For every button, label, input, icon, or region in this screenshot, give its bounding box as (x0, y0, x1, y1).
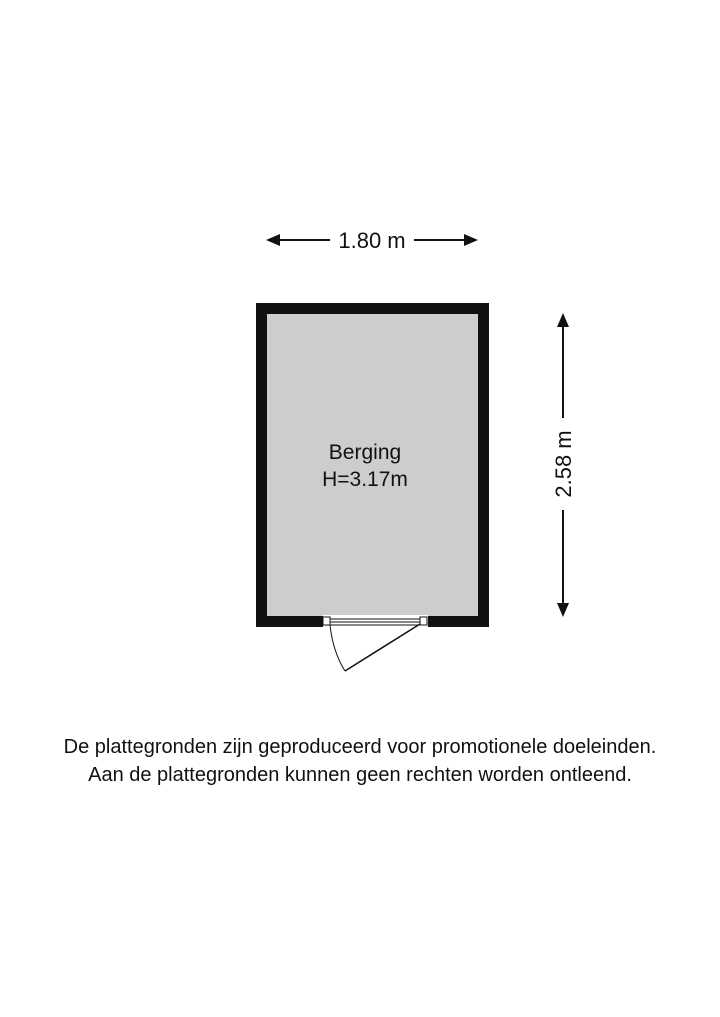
room-floor (267, 314, 478, 616)
disclaimer-line-1: De plattegronden zijn geproduceerd voor promotionele doeleinden. (63, 736, 657, 758)
door-swing-arc (330, 625, 345, 671)
depth-dimension-label: 2.58 m (551, 430, 576, 498)
width-dimension (266, 228, 478, 253)
door-frame-right (420, 617, 427, 625)
disclaimer (0, 733, 720, 789)
arrow-right-icon (464, 234, 478, 246)
room-height: H=3.17m (322, 468, 408, 491)
door-leaf (345, 624, 420, 671)
room-name: Berging (328, 441, 402, 464)
disclaimer-line-2: Aan de plattegronden kunnen geen rechten worden ontleend. (88, 764, 632, 786)
depth-dimension (551, 313, 576, 617)
arrow-down-icon (557, 603, 569, 617)
arrow-up-icon (557, 313, 569, 327)
arrow-left-icon (266, 234, 280, 246)
door-frame-left (323, 617, 330, 625)
width-dimension-label: 1.80 m (338, 228, 406, 253)
room-berging (256, 303, 489, 671)
